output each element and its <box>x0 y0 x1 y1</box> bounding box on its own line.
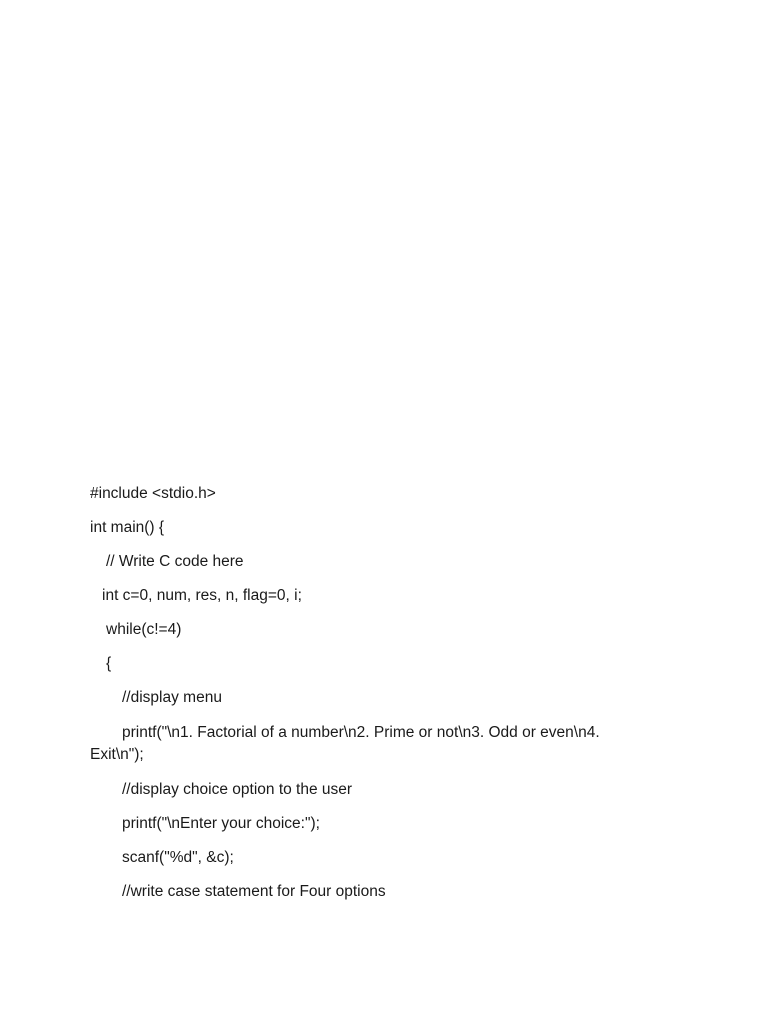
code-line-open-brace: { <box>106 655 112 672</box>
code-line-scanf: scanf("%d", &c); <box>122 849 234 866</box>
code-line-main: int main() { <box>90 519 165 536</box>
code-line-comment-case: //write case statement for Four options <box>122 883 386 900</box>
code-line-declarations: int c=0, num, res, n, flag=0, i; <box>102 587 302 604</box>
code-line-comment-choice: //display choice option to the user <box>122 781 353 798</box>
printf-menu-rest: Exit\n"); <box>90 746 144 763</box>
code-line-comment: // Write C code here <box>106 553 244 570</box>
code-line-printf-menu <box>90 722 690 766</box>
code-line-printf-choice: printf("\nEnter your choice:"); <box>122 815 320 832</box>
code-block <box>90 484 690 916</box>
printf-menu-first: printf("\n1. Factorial of a number\n2. Prime or not\n3. Odd or even\n4. <box>122 724 600 741</box>
code-line-while: while(c!=4) <box>106 621 182 638</box>
code-line-comment-menu: //display menu <box>122 689 222 706</box>
code-line-include: #include <stdio.h> <box>90 485 216 502</box>
